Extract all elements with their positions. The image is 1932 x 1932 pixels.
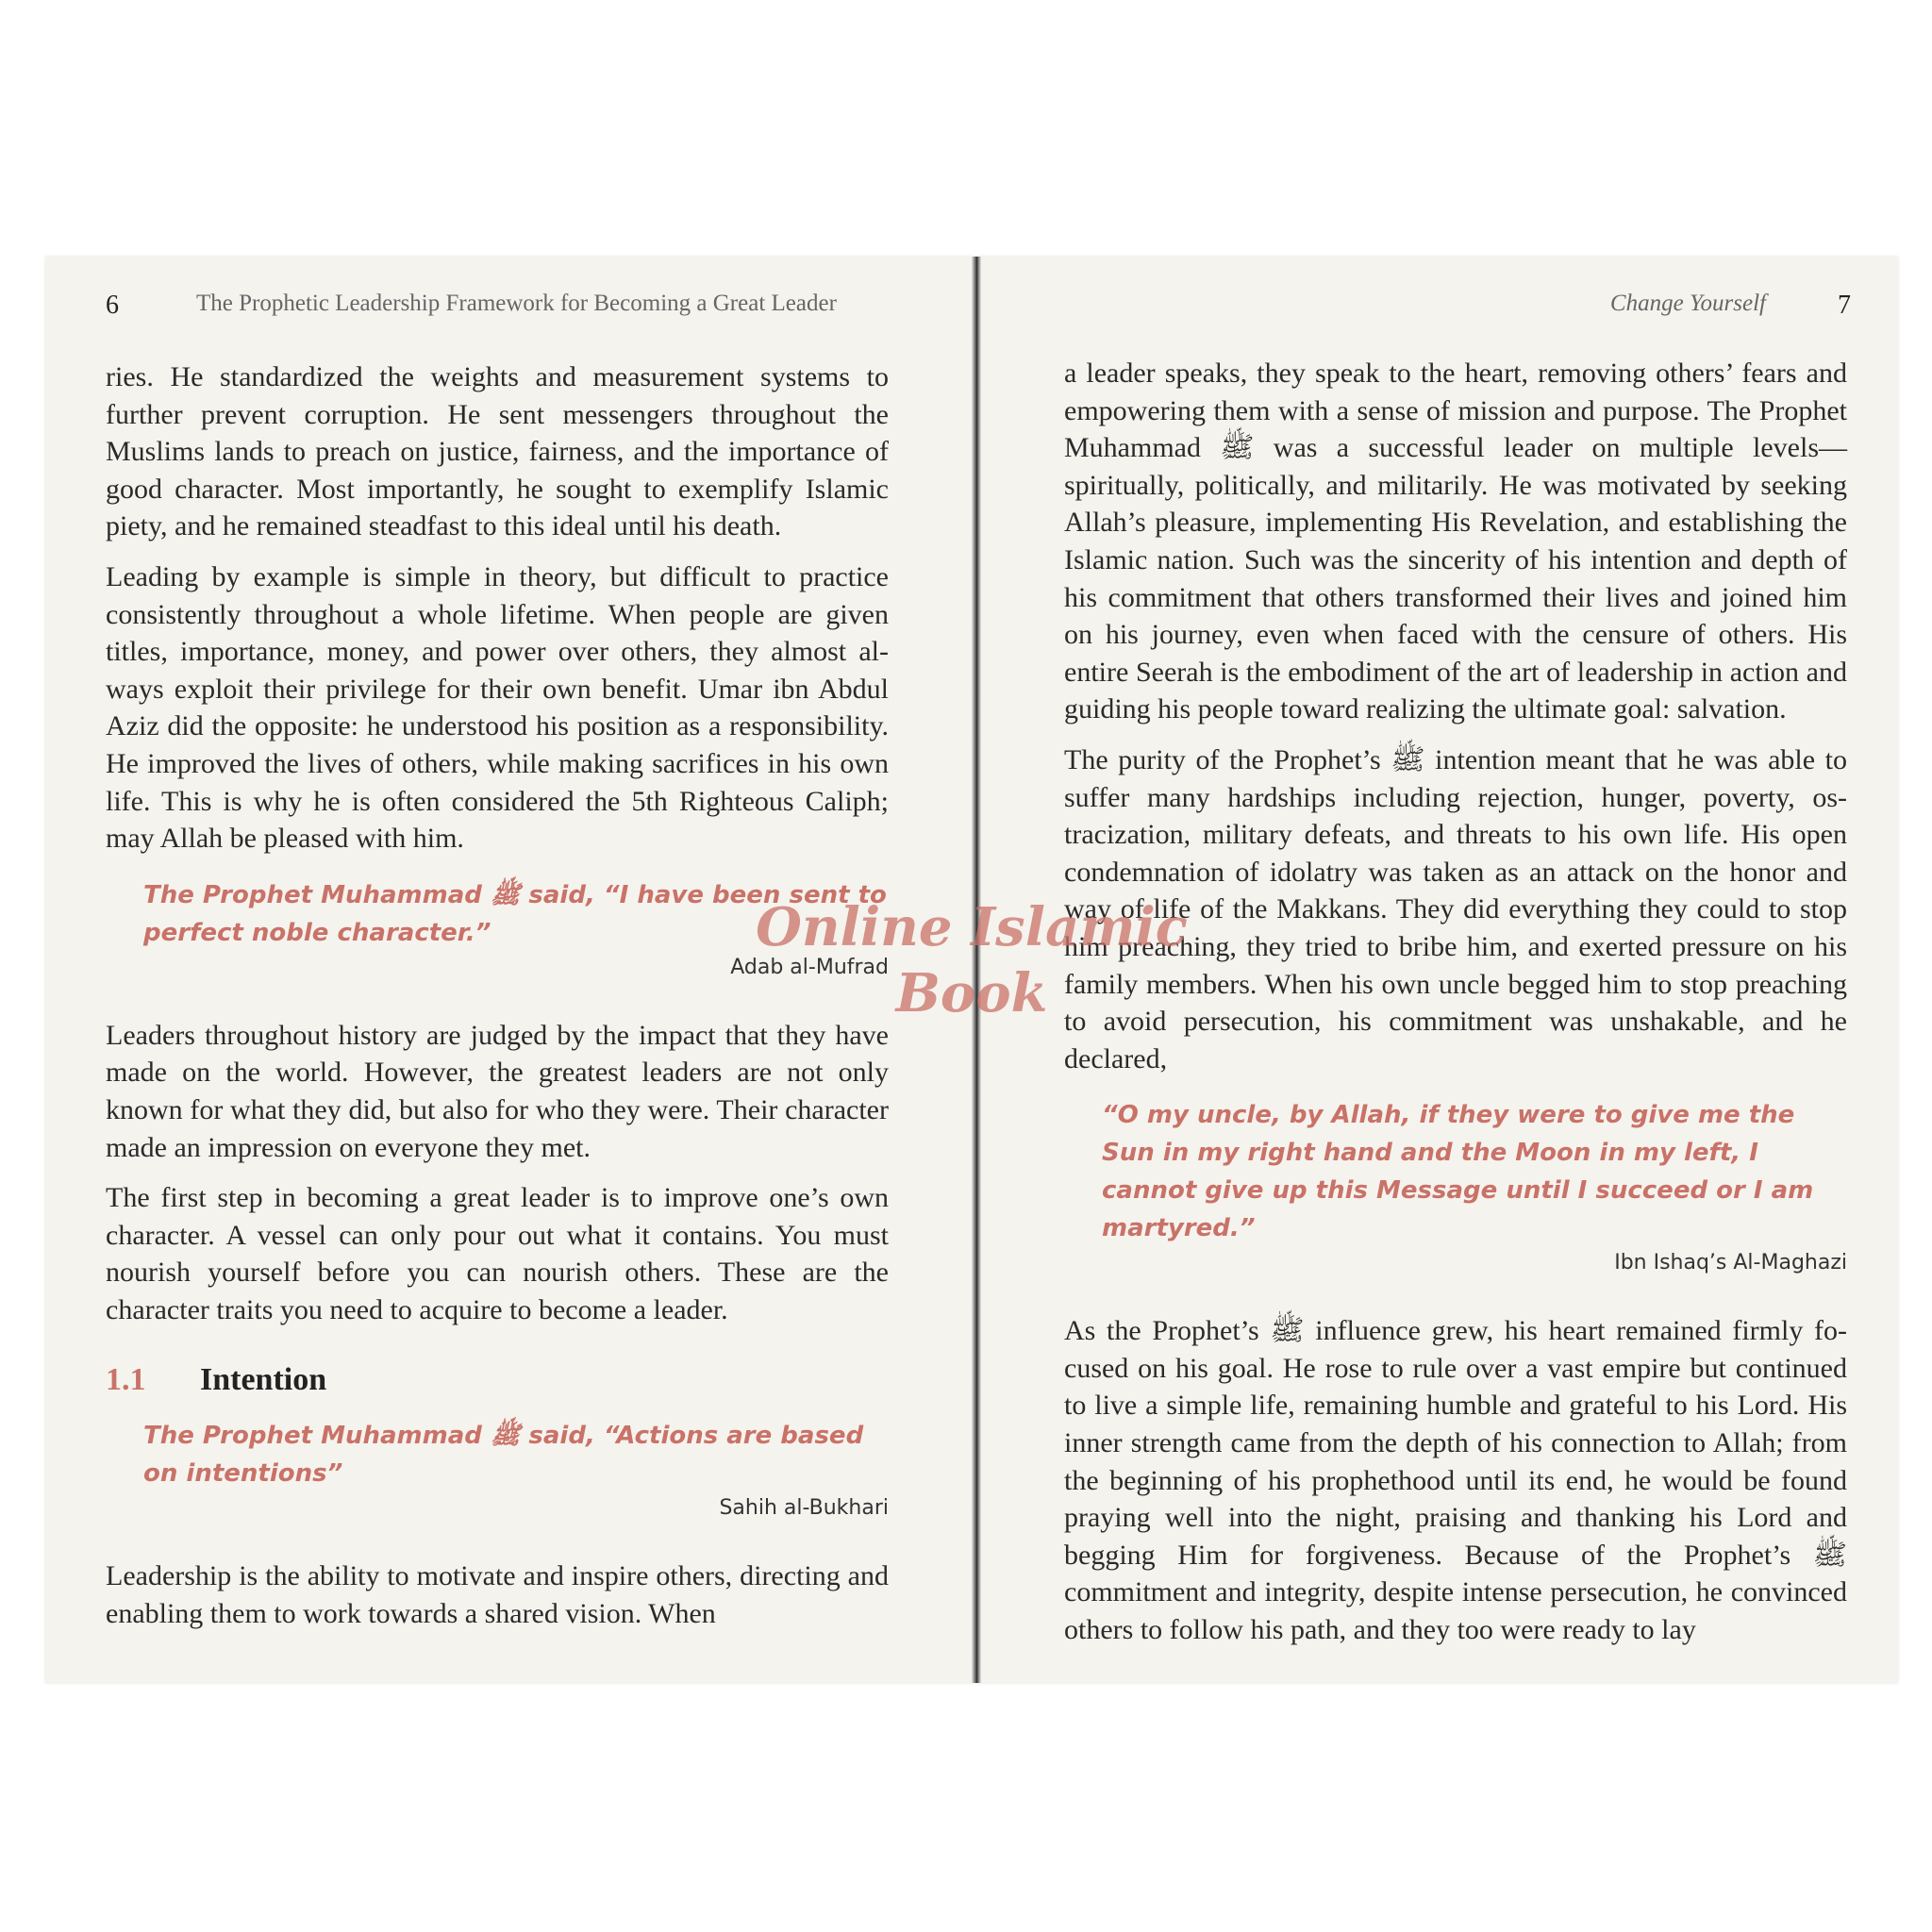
quote-source: Adab al-Mufrad <box>730 955 889 979</box>
section-heading <box>106 1362 889 1398</box>
paragraph: a leader speaks, they speak to the heart, removing others’ fears and empowering them with a sense of mission and purpose. The Prophet Muhammad ﷺ was a successful leader on multiple levels—spiritually, politically, and militarily. He was motivated by seeking Allah’s pleasure, implementing His Revelation, and establishing the Islamic nation. Such was the sincerity of his intention and depth of his commitment that others transformed their lives and joined him on his journey, even when faced with the censure of others. His entire Seerah is the embodiment of the art of leadership in action and guiding his people toward realizing the ultimate goal: salvation. <box>1064 358 1847 725</box>
quote-source: Ibn Ishaq’s Al-Maghazi <box>1614 1251 1847 1275</box>
running-head: Change Yourself <box>1609 291 1766 316</box>
watermark-line: Book <box>895 962 1048 1024</box>
watermark <box>755 894 1189 1026</box>
quote-source: Sahih al-Bukhari <box>719 1496 889 1521</box>
paragraph: The first step in becoming a great leader is to improve one’s own character. A vessel can only pour out what it contains. You must nourish yourself before you can nourish others. These are the character traits you need to acquire to become a leader. <box>106 1182 889 1325</box>
page-number: 6 <box>106 291 119 320</box>
quote-text: “O my uncle, by Allah, if they were to give me the Sun in my right hand and the Moon in my left, I cannot give up this Message until I succeed or I am martyred.” <box>1102 1101 1814 1243</box>
quote-text: The Prophet Muhammad ﷺ said, “Actions are based on intentions” <box>143 1422 864 1489</box>
hadith-quote <box>106 1417 889 1520</box>
paragraph: Leaders throughout history are judged by the impact that they have made on the world. However, the greatest leaders are not only known for what they did, but also for who they were. Their character made an impression on everyone they met. <box>106 1019 889 1163</box>
quote-text: The Prophet Muhammad ﷺ said, “I have been sent to perfect noble character.” <box>143 880 887 947</box>
watermark-line: Online Islamic <box>756 896 1188 958</box>
paragraph: Leading by example is simple in theory, but difficult to practice consistently throughout a whole lifetime. When people are given titles, importance, money, and power over others, they almost always exploit their privilege for their own benefit. Umar ibn Abdul Aziz did the opposite: he understood his position as a responsibility. He improved the lives of others, while making sacrifices in his own life. This is why he is often considered the 5th Righteous Caliph; may Allah be pleased with him. <box>106 560 889 855</box>
section-title: Intention <box>200 1362 327 1398</box>
hadith-quote <box>1064 1096 1847 1274</box>
paragraph: As the Prophet’s ﷺ influence grew, his heart remained firmly focused on his goal. He rose to rule over a vast empire but continued to live a simple life, remaining humble and grateful to his Lord. His inner strength came from the depth of his connection to Allah; from the beginning of his prophethood until its end, he would be found praying well into the night, praising and thanking his Lord and begging Him for forgiveness. Because of the Prophet’s ﷺ commitment and integrity, despite intense persecution, he convinced others to follow his path, and they too were ready to lay <box>1064 1315 1848 1646</box>
section-number: 1.1 <box>106 1362 146 1398</box>
paragraph: Leadership is the ability to motivate and inspire others, directing and enabling them to work towards a shared vision. When <box>106 1560 889 1630</box>
running-head: The Prophetic Leadership Framework for Becoming a Great Leader <box>196 291 837 316</box>
paragraph: The purity of the Prophet’s ﷺ intention meant that he was able to suffer many hardships including rejection, hunger, poverty, ostracization, military defeats, and threats to his own life. His open condemnation of idolatry was taken as an attack on the honor and way of life of the Makkans. They did everything they could to stop him preaching, they tried to bribe him, and exerted pressure on his family members. When his own uncle begged him to stop preaching to avoid persecution, his commitment was unshakable, and he declared, <box>1064 743 1848 1074</box>
paragraph: ries. He standardized the weights and measurement systems to further prevent corruption. He sent messengers throughout the Muslims lands to preach on justice, fairness, and the importance of good character. Most importantly, he sought to exemplify Islamic piety, and he remained steadfast to this ideal until his death. <box>106 361 889 542</box>
page-number: 7 <box>1838 291 1851 320</box>
